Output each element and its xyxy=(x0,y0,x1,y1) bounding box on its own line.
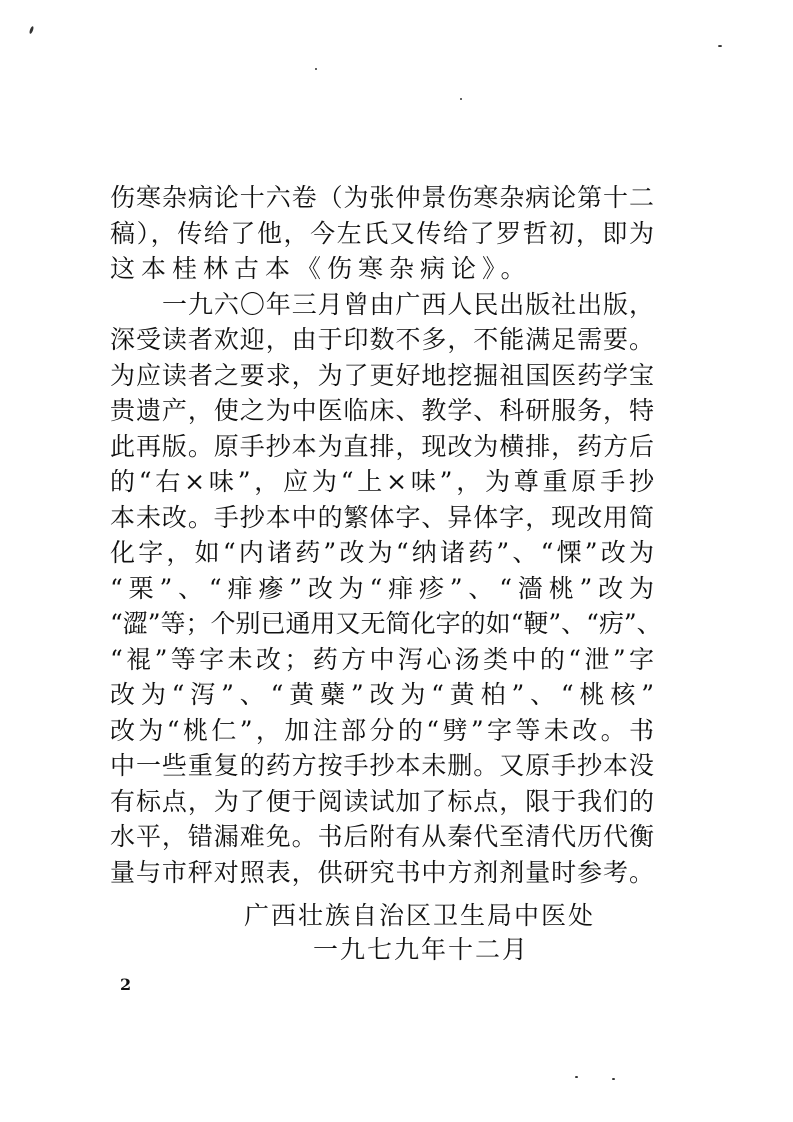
text-line: 伤寒杂病论十六卷（为张仲景伤寒杂病论第十二 xyxy=(110,183,654,212)
text-line: 深受读者欢迎，由于印数不多，不能满足需要。 xyxy=(110,325,654,354)
page-number: 2 xyxy=(120,975,132,994)
signature-organization: 广西壮族自治区卫生局中医处 xyxy=(244,901,596,930)
text-line: “栗”、“痱瘮”改为“痱疹”、“濇桃”改为 xyxy=(110,573,654,603)
text-line: 中一些重复的药方按手抄本未删。又原手抄本没 xyxy=(110,751,654,780)
text-line: 一九六〇年三月曾由广西人民出版社出版， xyxy=(162,289,654,319)
text-line: 此再版。原手抄本为直排，现改为横排，药方后 xyxy=(110,431,654,461)
text-line: 量与市秤对照表，供研究书中方剂剂量时参考。 xyxy=(110,857,654,887)
text-line: 改为“桃仁”，加注部分的“劈”字等未改。书 xyxy=(110,715,654,745)
text-line: 水平，错漏难免。书后附有从秦代至清代历代衡 xyxy=(110,822,654,851)
scan-speck xyxy=(460,98,462,100)
scan-speck xyxy=(612,1078,615,1080)
scan-speck xyxy=(29,26,35,35)
text-line: 化字，如“内诸药”改为“纳诸药”、“慄”改为 xyxy=(110,538,654,567)
scan-speck xyxy=(718,45,722,47)
signature-date: 一九七九年十二月 xyxy=(313,935,530,964)
text-line: “澀”等；个别已通用又无简化字的如“鞕”、“疠”、 xyxy=(110,609,662,638)
scan-speck xyxy=(315,68,317,70)
text-line: 为应读者之要求，为了更好地挖掘祖国医药学宝 xyxy=(110,360,654,390)
body-text xyxy=(110,180,662,890)
scan-speck xyxy=(575,1076,578,1078)
text-line: 有标点，为了便于阅读试加了标点，限于我们的 xyxy=(110,786,654,816)
text-line: 改为“泻”、“黄蘗”改为“黄柏”、“桃核” xyxy=(110,680,654,709)
text-line: 稿），传给了他，今左氏又传给了罗哲初，即为 xyxy=(110,218,654,248)
text-line: 贵遗产，使之为中医临床、教学、科研服务，特 xyxy=(110,396,654,425)
text-line: 本未改。手抄本中的繁体字、异体字，现改用简 xyxy=(110,502,654,532)
text-line: 的“右×味”，应为“上×味”，为尊重原手抄 xyxy=(110,467,654,496)
text-line: 这本桂林古本《伤寒杂病论》。 xyxy=(110,254,532,283)
text-line: “裩”等字未改；药方中泻心汤类中的“泄”字 xyxy=(110,644,654,674)
